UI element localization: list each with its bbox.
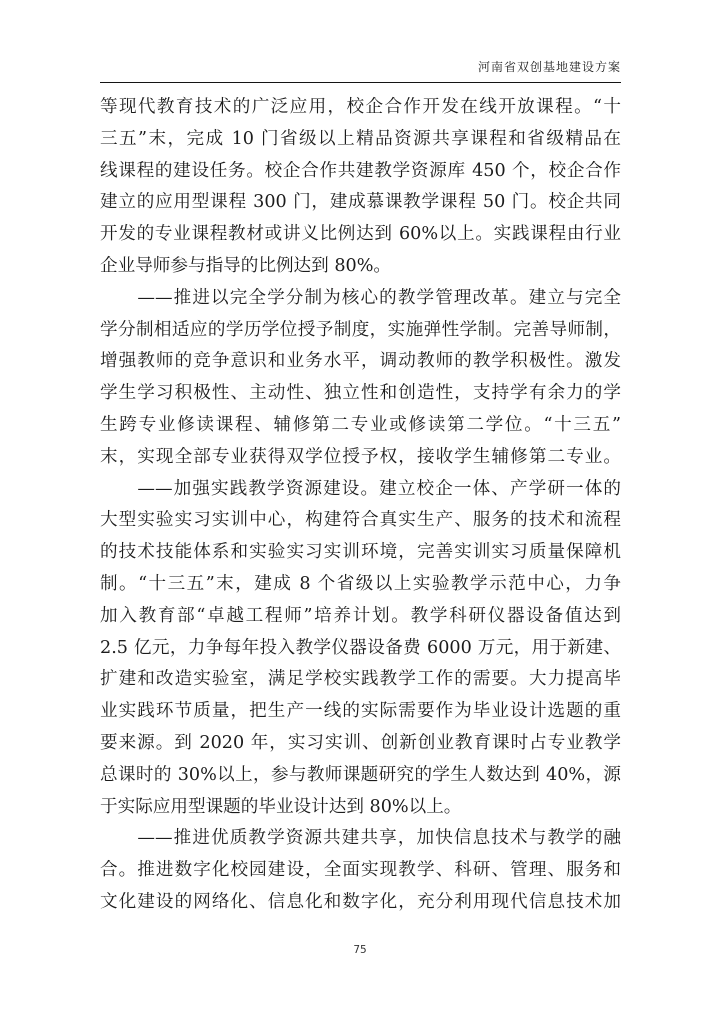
text-line: 的技术技能体系和实验实习实训环境，完善实训实习质量保障机 — [100, 542, 621, 563]
text-line: ——推进以完全学分制为核心的教学管理改革。建立与完全 — [100, 287, 621, 308]
text-line: 大型实验实习实训中心，构建符合真实生产、服务的技术和流程 — [100, 510, 621, 531]
text-line: 要来源。到 2020 年，实习实训、创新创业教育课时占专业教学 — [100, 732, 621, 753]
page-header — [100, 58, 621, 75]
text-line: 2.5 亿元，力争每年投入教学仪器设备费 6000 万元，用于新建、 — [100, 637, 621, 658]
text-line: 合。推进数字化校园建设，全面实现教学、科研、管理、服务和 — [100, 860, 621, 881]
text-line: 企业导师参与指导的比例达到 80%。 — [100, 255, 392, 276]
text-line: 等现代教育技术的广泛应用，校企合作开发在线开放课程。“十 — [100, 97, 621, 117]
page-number: 75 — [353, 944, 367, 956]
document-body — [100, 92, 621, 919]
text-line: 于实际应用型课题的毕业设计达到 80%以上。 — [100, 796, 462, 817]
paragraph — [100, 823, 621, 918]
header-title: 河南省双创基地建设方案 — [477, 60, 621, 74]
paragraph — [100, 283, 621, 474]
text-line: 学生学习积极性、主动性、独立性和创造性，支持学有余力的学 — [100, 383, 621, 404]
text-line: 文化建设的网络化、信息化和数字化，充分利用现代信息技术加 — [100, 891, 621, 912]
text-line: 生跨专业修读课程、辅修第二专业或修读第二学位。“十三五” — [100, 414, 621, 435]
text-line: 学分制相适应的学历学位授予制度，实施弹性学制。完善导师制， — [100, 319, 621, 340]
text-line: 加入教育部“卓越工程师”培养计划。教学科研仪器设备值达到 — [100, 605, 621, 626]
text-line: 建立的应用型课程 300 门，建成慕课教学课程 50 门。校企共同 — [100, 192, 621, 213]
text-line: 三五”末，完成 10 门省级以上精品资源共享课程和省级精品在 — [100, 128, 621, 149]
text-line: 线课程的建设任务。校企合作共建教学资源库 450 个，校企合作 — [100, 160, 621, 181]
text-line: 增强教师的竞争意识和业务水平，调动教师的教学积极性。激发 — [100, 351, 621, 372]
text-line: ——推进优质教学资源共建共享，加快信息技术与教学的融 — [100, 828, 621, 849]
paragraph — [100, 92, 621, 283]
text-line: 业实践环节质量，把生产一线的实际需要作为毕业设计选题的重 — [100, 701, 621, 722]
text-line: 开发的专业课程教材或讲义比例达到 60%以上。实践课程由行业 — [100, 224, 621, 245]
text-line: 扩建和改造实验室，满足学校实践教学工作的需要。大力提高毕 — [100, 669, 621, 690]
text-line: ——加强实践教学资源建设。建立校企一体、产学研一体的 — [100, 478, 621, 499]
header-rule — [100, 82, 621, 83]
page-footer — [0, 944, 720, 956]
paragraph — [100, 474, 621, 824]
text-line: 总课时的 30%以上，参与教师课题研究的学生人数达到 40%，源 — [100, 764, 621, 785]
text-line: 末，实现全部专业获得双学位授予权，接收学生辅修第二专业。 — [100, 446, 621, 467]
text-line: 制。“十三五”末，建成 8 个省级以上实验教学示范中心，力争 — [100, 573, 621, 594]
